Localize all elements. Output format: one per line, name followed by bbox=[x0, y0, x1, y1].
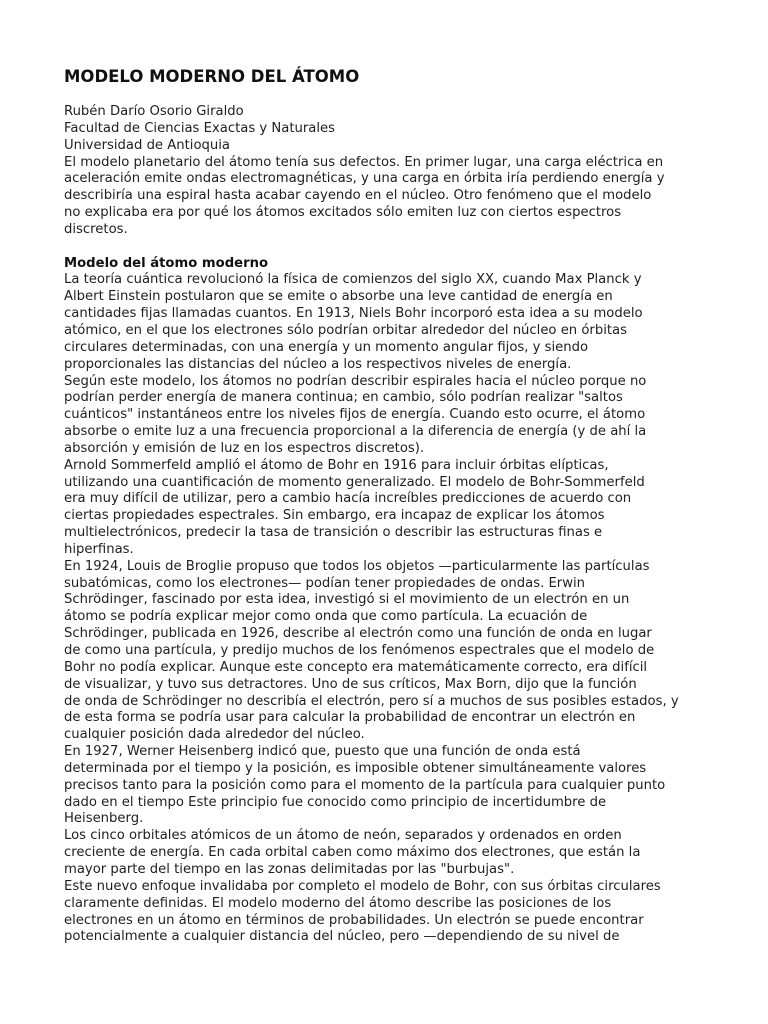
text-line: El modelo planetario del átomo tenía sus defectos. En primer lugar, una carga eléctrica en bbox=[64, 154, 664, 170]
text-line: de onda de Schrödinger no describía el electrón, pero sí a muchos de sus posibles estados, y bbox=[64, 693, 679, 709]
text-line: era muy difícil de utilizar, pero a cambio hacía increíbles predicciones de acuerdo con bbox=[64, 491, 632, 507]
author-university: Universidad de Antioquia bbox=[64, 137, 230, 153]
text-line: atómico, en el que los electrones sólo podrían orbitar alrededor del núcleo en órbitas bbox=[64, 322, 628, 338]
document-title: MODELO MODERNO DEL ÁTOMO bbox=[64, 67, 360, 86]
text-line: de esta forma se podría usar para calcular la probabilidad de encontrar un electrón en bbox=[64, 710, 636, 726]
section-title: Modelo del átomo moderno bbox=[64, 255, 269, 271]
text-line: creciente de energía. En cada orbital caben como máximo dos electrones, que están la bbox=[64, 845, 641, 861]
text-line: precisos tanto para la posición como para el momento de la partícula para cualquier punto bbox=[64, 777, 666, 793]
text-line: cuánticos" instantáneos entre los niveles fijos de energía. Cuando esto ocurre, el átomo bbox=[64, 407, 646, 423]
author-name: Rubén Darío Osorio Giraldo bbox=[64, 104, 244, 119]
author-faculty: Facultad de Ciencias Exactas y Naturales bbox=[64, 120, 336, 136]
text-line: discretos. bbox=[64, 221, 128, 237]
text-line: hiperfinas. bbox=[64, 541, 134, 557]
text-line: átomo se podría explicar mejor como onda que como partícula. La ecuación de bbox=[64, 609, 588, 625]
text-line: ciertas propiedades espectrales. Sin embargo, era incapaz de explicar los átomos bbox=[64, 508, 605, 524]
intro-paragraph bbox=[64, 155, 714, 239]
text-line: subatómicas, como los electrones— podían tener propiedades de ondas. Erwin bbox=[64, 575, 586, 591]
text-line: Los cinco orbitales atómicos de un átomo de neón, separados y ordenados en orden bbox=[64, 828, 622, 844]
text-line: Arnold Sommerfeld amplió el átomo de Bohr en 1916 para incluir órbitas elípticas, bbox=[64, 457, 609, 473]
text-line: Según este modelo, los átomos no podrían describir espirales hacia el núcleo porque no bbox=[64, 373, 647, 389]
text-line: determinada por el tiempo y la posición, es imposible obtener simultáneamente valores bbox=[64, 760, 647, 776]
body-text bbox=[64, 272, 714, 946]
text-line: describiría una espiral hasta acabar cayendo en el núcleo. Otro fenómeno que el modelo bbox=[64, 188, 652, 204]
text-line: multielectrónicos, predecir la tasa de transición o describir las estructuras finas e bbox=[64, 525, 603, 541]
author-block bbox=[64, 104, 714, 155]
text-line: absorbe o emite luz a una frecuencia proporcional a la diferencia de energía (y de ahí la bbox=[64, 424, 647, 440]
text-line: de visualizar, y tuvo sus detractores. Uno de sus críticos, Max Born, dijo que la función bbox=[64, 676, 637, 692]
text-line: no explicaba era por qué los átomos excitados sólo emiten luz con ciertos espectros bbox=[64, 205, 622, 221]
text-line: En 1924, Louis de Broglie propuso que todos los objetos —particularmente las partículas bbox=[64, 558, 650, 574]
text-line: podrían perder energía de manera continua; en cambio, sólo podrían realizar "saltos bbox=[64, 390, 623, 406]
text-line: proporcionales las distancias del núcleo a los respectivos niveles de energía. bbox=[64, 356, 572, 372]
text-line: claramente definidas. El modelo moderno del átomo describe las posiciones de los bbox=[64, 895, 612, 911]
text-line: aceleración emite ondas electromagnéticas, y una carga en órbita iría perdiendo energía y bbox=[64, 171, 665, 187]
text-line: circulares determinadas, con una energía y un momento angular fijos, y siendo bbox=[64, 339, 589, 355]
text-line: absorción y emisión de luz en los espectros discretos). bbox=[64, 440, 425, 456]
text-line: Schrödinger, publicada en 1926, describe al electrón como una función de onda en lugar bbox=[64, 626, 652, 642]
blank-line bbox=[64, 239, 714, 256]
text-line: dado en el tiempo Este principio fue conocido como principio de incertidumbre de bbox=[64, 794, 607, 810]
text-line: La teoría cuántica revolucionó la física de comienzos del siglo XX, cuando Max Planck y bbox=[64, 272, 642, 288]
text-line: potencialmente a cualquier distancia del núcleo, pero —dependiendo de su nivel de bbox=[64, 929, 620, 945]
text-line: de como una partícula, y predijo muchos de los fenómenos espectrales que el modelo de bbox=[64, 643, 655, 658]
text-line: Schrödinger, fascinado por esta idea, investigó si el movimiento de un electrón en un bbox=[64, 592, 630, 608]
document-page bbox=[64, 66, 714, 946]
text-line: Bohr no podía explicar. Aunque este concepto era matemáticamente correcto, era difícil bbox=[64, 659, 648, 675]
text-line: Albert Einstein postularon que se emite o absorbe una leve cantidad de energía en bbox=[64, 289, 613, 305]
text-line: En 1927, Werner Heisenberg indicó que, puesto que una función de onda está bbox=[64, 744, 581, 760]
text-line: electrones en un átomo en términos de probabilidades. Un electrón se puede encontrar bbox=[64, 912, 644, 928]
text-line: mayor parte del tiempo en las zonas delimitadas por las "burbujas". bbox=[64, 861, 515, 877]
text-line: utilizando una cuantificación de momento generalizado. El modelo de Bohr-Sommerfeld bbox=[64, 474, 645, 490]
text-line: Heisenberg. bbox=[64, 811, 144, 827]
text-line: cantidades fijas llamadas cuantos. En 1913, Niels Bohr incorporó esta idea a su modelo bbox=[64, 306, 643, 322]
text-line: cualquier posición dada alrededor del núcleo. bbox=[64, 727, 365, 743]
text-line: Este nuevo enfoque invalidaba por completo el modelo de Bohr, con sus órbitas circulares bbox=[64, 878, 661, 894]
